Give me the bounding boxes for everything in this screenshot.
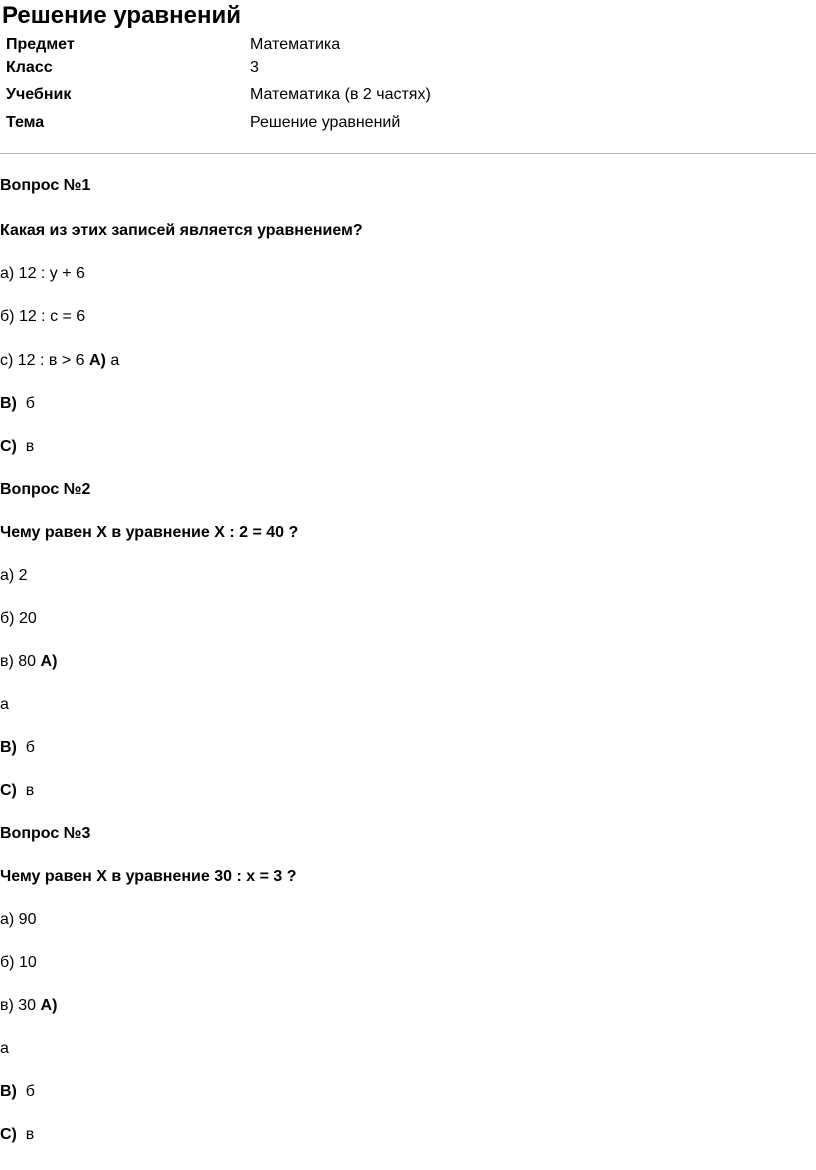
- question-2-answer-a-value: а: [0, 696, 9, 713]
- question-2-option-c-line: [0, 653, 57, 671]
- question-1-answer-a-value: а: [110, 352, 120, 369]
- question-1-answer-c-value: в: [25, 438, 35, 455]
- question-3-answer-c-value: в: [25, 1126, 35, 1143]
- question-1-answer-b-value: б: [25, 395, 35, 412]
- question-1-option-a: а) 12 : у + 6: [0, 265, 85, 282]
- question-1-answer-c-label: С): [0, 438, 17, 455]
- question-1-heading: Вопрос №1: [0, 177, 91, 194]
- meta-label-subject: Предмет: [6, 36, 75, 53]
- question-2-answer-b-line: [0, 739, 35, 757]
- question-1-option-b: б) 12 : с = 6: [0, 308, 86, 325]
- page-title: Решение уравнений: [2, 2, 242, 29]
- question-3-heading: Вопрос №3: [0, 825, 91, 842]
- meta-label-textbook: Учебник: [6, 86, 72, 103]
- meta-value-subject: Математика: [250, 36, 341, 53]
- question-2-answer-b-value: б: [25, 739, 35, 756]
- question-1-prompt: Какая из этих записей является уравнением?: [0, 222, 363, 239]
- question-3-answer-c-label: С): [0, 1126, 17, 1143]
- question-1-answer-b-line: [0, 395, 35, 413]
- meta-label-topic: Тема: [6, 114, 45, 131]
- question-2-answer-b-label: В): [0, 739, 17, 756]
- question-2-answer-c-line: [0, 782, 34, 800]
- question-2-option-b: б) 20: [0, 610, 37, 627]
- question-3-option-c: в) 30: [0, 997, 37, 1014]
- question-1-answer-b-label: В): [0, 395, 17, 412]
- question-1-answer-c-line: [0, 438, 34, 456]
- question-3-prompt: Чему равен Х в уравнение 30 : х = 3 ?: [0, 868, 297, 885]
- meta-label-class: Класс: [6, 59, 53, 76]
- question-2-answer-a-label: А): [40, 653, 58, 670]
- question-3-answer-c-line: [0, 1126, 34, 1144]
- question-2-answer-c-label: С): [0, 782, 17, 799]
- question-3-answer-a-label: А): [40, 997, 58, 1014]
- question-2-heading: Вопрос №2: [0, 481, 91, 498]
- question-2-option-a: а) 2: [0, 567, 28, 584]
- question-3-option-c-line: [0, 997, 57, 1015]
- question-3-answer-b-value: б: [25, 1083, 35, 1100]
- question-2-option-c: в) 80: [0, 653, 37, 670]
- question-1-answer-a-label: А): [89, 352, 106, 369]
- meta-value-textbook: Математика (в 2 частях): [250, 86, 431, 103]
- question-3-answer-b-label: В): [0, 1083, 17, 1100]
- question-2-answer-c-value: в: [25, 782, 35, 799]
- question-3-answer-b-line: [0, 1083, 35, 1101]
- question-3-option-b: б) 10: [0, 954, 37, 971]
- question-2-prompt: Чему равен Х в уравнение Х : 2 = 40 ?: [0, 524, 299, 541]
- question-3-option-a: а) 90: [0, 911, 37, 928]
- question-1-option-c: с) 12 : в > 6: [0, 352, 85, 369]
- question-1-option-c-line: [0, 352, 119, 370]
- meta-value-class: 3: [250, 59, 259, 76]
- header-divider: [0, 153, 816, 154]
- meta-value-topic: Решение уравнений: [250, 114, 401, 131]
- question-3-answer-a-value: а: [0, 1040, 9, 1057]
